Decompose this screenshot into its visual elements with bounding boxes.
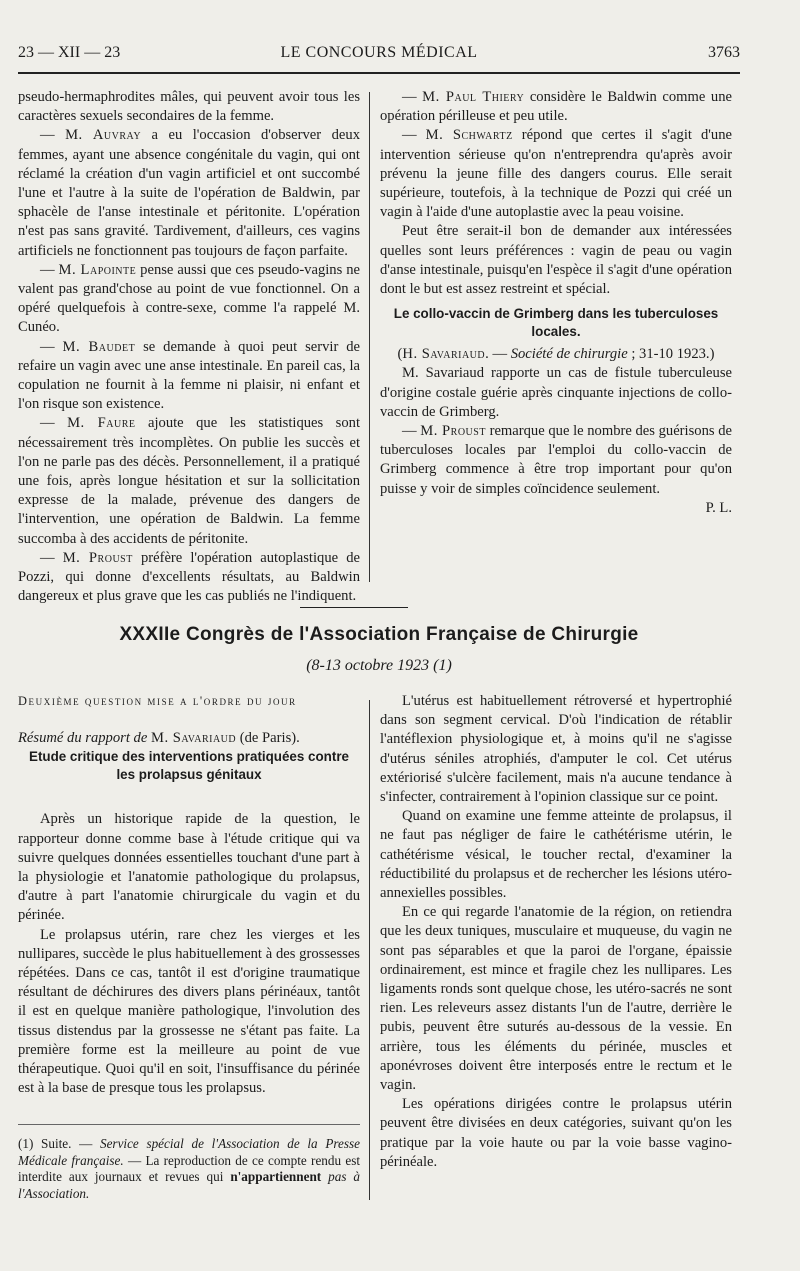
report-column-right	[380, 692, 732, 1172]
running-head	[18, 44, 740, 70]
speaker-name: M. Baudet	[62, 338, 136, 355]
header-rule	[18, 72, 740, 74]
speaker-name: M. Paul Thiery	[422, 89, 525, 105]
paragraph: L'utérus est habituellement rétroversé et hypertrophié dans son segment cervical. D'où l'indication de rétablir l'antéflexion physiologique et, à moins qu'il ne s'agisse d'utérus séniles atrophiés, d'amputer le col. Cet utérus extériorisé s'ulcère facilement, mais n'a aucune tendance à s'infecter, contrairement à l'opinion classique sur ce point.	[380, 693, 732, 806]
column-divider	[369, 92, 370, 582]
paragraph: Peut être serait-il bon de demander aux intéressées quelles sont leurs préférences : vagin de peau ou vagin d'anse intestinale, puisqu'en l'espèce il s'agit d'une opération dont le but est assez restreint et spécial.	[380, 223, 732, 298]
speaker-name: M. Schwartz	[425, 127, 513, 144]
signature: P. L.	[705, 499, 732, 516]
speaker-name: M. Proust	[62, 549, 133, 566]
paragraph: Quand on examine une femme atteinte de prolapsus, il ne faut pas négliger de faire le cathétérisme utérin, le cathétérisme vésical, le toucher rectal, d'examiner la réductibilité du prolapsus et de rechercher les lésions utéro-annexielles possibles.	[380, 808, 732, 902]
paragraph: Le prolapsus utérin, rare chez les vierges et les nullipares, succède le plus habituellement à des grossesses répétées. Dans ce cas, tantôt il est d'origine traumatique résultant de déchirures des divers plans périnéaux, tantôt il est en quelque manière pathologique, l'involution des tissus distendus par la grossesse ne s'étant pas faite. La première forme est la meilleure au point de vue thérapeutique. Quoi qu'il en soit, l'insuffisance du périnée est à la base de presque tous les prolapsus.	[18, 926, 360, 1097]
paragraph: — M. Auvray a eu l'occasion d'observer deux femmes, ayant une absence congénitale du vagin, qui ont réclamé la création d'un vagin artificiel et ont succombé l'une et l'autre à la suite de l'opération de Baldwin, par sphacèle de l'anse intestinale et péritonite. L'opération n'est pas sans gravité. Tardivement, d'ailleurs, ces vagins artificiels ne fonctionnent pas toujours de façon parfaite.	[18, 127, 360, 259]
speaker-name: M. Faure	[67, 415, 136, 432]
section-separator	[300, 607, 408, 608]
article-title: Le collo-vaccin de Grimberg dans les tuberculoses locales.	[393, 306, 719, 340]
discussion-column-right	[380, 88, 732, 518]
paragraph: M. Savariaud rapporte un cas de fistule tuberculeuse d'origine costale guérie après cinquante injections de collo-vaccin de Grimberg.	[380, 365, 732, 420]
column-divider	[369, 700, 370, 1200]
congress-title: XXXIIe Congrès de l'Association Française de Chirurgie	[119, 624, 639, 645]
paragraph: — M. Paul Thiery considère le Baldwin comme une opération périlleuse et peu utile.	[380, 89, 733, 125]
journal-title: LE CONCOURS MÉDICAL	[280, 44, 478, 61]
article-reference: (H. Savariaud. — Société de chirurgie ; 31-10 1923.)	[397, 346, 715, 363]
congress-date: (8-13 octobre 1923 (1)	[306, 657, 452, 674]
report-column-left	[18, 692, 360, 1098]
paragraph: — M. Baudet se demande à quoi peut servir de refaire un vagin avec une anse intestinale. En pareil cas, la copulation ne fournit à la femme ni plaisir, ni enfant et l'on risque son existence.	[18, 338, 361, 413]
paragraph: — M. Proust préfère l'opération autoplastique de Pozzi, qui donne d'excellents résultats, au Baldwin dangereux et plus grave que les cas publiés ne l'indiquent.	[18, 549, 360, 605]
issue-date: 23 — XII — 23	[18, 44, 121, 61]
report-title: Etude critique des interventions pratiquées contre les prolapsus génitaux	[29, 749, 349, 783]
speaker-name: M. Proust	[420, 423, 486, 440]
paragraph: Les opérations dirigées contre le prolapsus utérin peuvent être divisées en deux catégories, suivant qu'on les pratique par la voie haute ou par la voie basse vagino-périnéale.	[380, 1096, 732, 1170]
paragraph: — M. Faure ajoute que les statistiques sont nécessairement très incomplètes. On publie les succès et l'on ne parle pas des décès. Personnellement, il a pratiqué une fois, après longue hésitation et sur la sollicitation expresse de la malade, prévenue des dangers de l'intervention, une opération de Baldwin. La femme succomba à des accidents de péritonite.	[18, 415, 360, 547]
speaker-name: M. Lapointe	[58, 261, 137, 278]
page-number: 3763	[708, 44, 740, 61]
discussion-column-left	[18, 88, 360, 606]
question-heading: Deuxième question mise a l'ordre du jour	[18, 694, 297, 708]
paragraph: pseudo-hermaphrodites mâles, qui peuvent avoir tous les caractères sexuels secondaires de la femme.	[18, 89, 360, 125]
report-summary-line: Résumé du rapport de M. Savariaud (de Paris).	[18, 730, 300, 747]
paragraph: — M. Proust remarque que le nombre des guérisons de tuberculoses locales par l'emploi du collo-vaccin de Grimberg commence à être trop important pour qu'on puisse y voir de simples coïncidence seulement.	[380, 423, 732, 497]
paragraph: Après un historique rapide de la question, le rapporteur donne comme base à l'étude critique qui va suivre quelques données essentielles touchant d'une part à la physiologie et l'anatomie pathologique du prolapsus, d'autre à part l'anatomie chirurgicale du vagin et du périnée.	[18, 811, 360, 924]
footnote: (1) Suite. — Service spécial de l'Association de la Presse Médicale française. — La reproduction de ce compte rendu est interdite aux journaux et revues qui n'appartiennent pas à l'Association.	[18, 1136, 361, 1201]
signature-line	[380, 499, 732, 518]
paragraph: — M. Schwartz répond que certes il s'agit d'une intervention sérieuse qu'on n'entreprendra qu'après avoir prévenu la jeune fille des dangers courus. Elle serait supérieure, toutefois, à la technique de Pozzi qui créé un vagin à l'aide d'une autoplastie avec la peau voisine.	[380, 127, 732, 221]
footnote-rule	[18, 1124, 360, 1125]
speaker-name: M. Auvray	[65, 127, 142, 144]
paragraph: En ce qui regarde l'anatomie de la région, on retiendra que les deux tuniques, musculaire et muqueuse, du vagin ne sont pas séparables et que la paroi de l'organe, épaissie ordinairement, est mince et fragile chez les nullipares. Les ligaments ronds sont quelque chose, les utéro-sacrés ne sont rien. Les releveurs assez distants l'un de l'autre, derrière le pubis, peuvent être suturés au-dessous de la vessie. En arrière, tous les éléments du périnée, muscles et aponévroses doivent être interposés entre le rectum et le vagin.	[380, 904, 732, 1094]
paragraph: — M. Lapointe pense aussi que ces pseudo-vagins ne valent pas grand'chose au point de vue fonctionnel. On a opéré quelquefois à contre-sexe, comme l'a rappelé M. Cunéo.	[18, 261, 360, 336]
